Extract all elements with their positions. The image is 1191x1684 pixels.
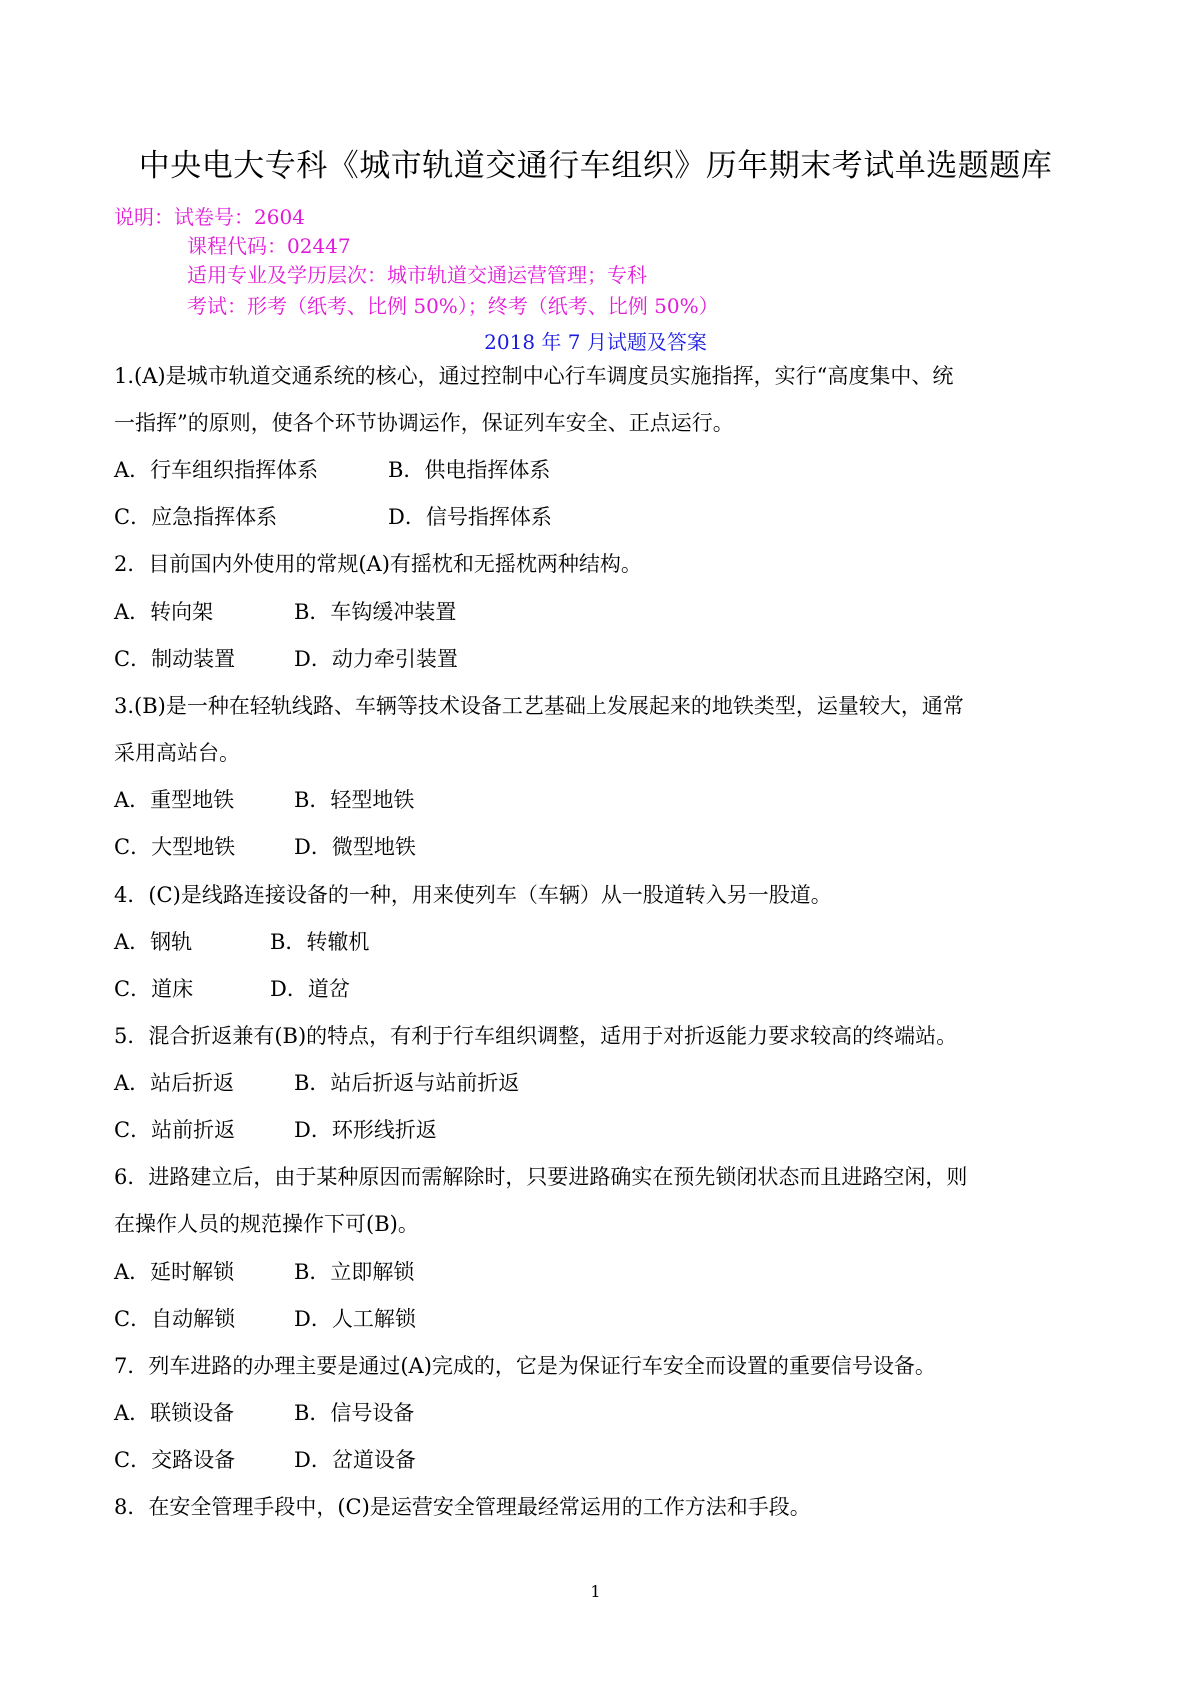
question-5-stem-line-1: 5．混合折返兼有(B)的特点，有利于行车组织调整，适用于对折返能力要求较高的终端站。 bbox=[114, 1024, 958, 1048]
question-3-stem-line-2: 采用高站台。 bbox=[114, 741, 240, 765]
question-6-option-b: B．立即解锁 bbox=[294, 1260, 415, 1284]
question-1-option-b: B．供电指挥体系 bbox=[388, 458, 551, 482]
question-7-option-a: A．联锁设备 bbox=[114, 1401, 235, 1425]
question-3-option-d: D．微型地铁 bbox=[294, 835, 416, 859]
note-exam: 考试：形考（纸考、比例 50%）；终考（纸考、比例 50%） bbox=[187, 294, 719, 318]
question-1-option-a: A．行车组织指挥体系 bbox=[114, 458, 319, 482]
note-paper-number: 说明：试卷号：2604 bbox=[114, 205, 305, 229]
question-2-option-a: A．转向架 bbox=[114, 600, 214, 624]
question-6-stem-line-2: 在操作人员的规范操作下可(B)。 bbox=[114, 1212, 419, 1236]
question-3-option-c: C．大型地铁 bbox=[114, 835, 236, 859]
question-8-stem-line-1: 8．在安全管理手段中，(C)是运营安全管理最经常运用的工作方法和手段。 bbox=[114, 1495, 811, 1519]
question-5-option-c: C．站前折返 bbox=[114, 1118, 236, 1142]
question-7-option-d: D．岔道设备 bbox=[294, 1448, 416, 1472]
question-7-option-b: B．信号设备 bbox=[294, 1401, 415, 1425]
document-title: 中央电大专科《城市轨道交通行车组织》历年期末考试单选题题库 bbox=[138, 148, 1053, 184]
question-2-option-b: B．车钩缓冲装置 bbox=[294, 600, 457, 624]
question-2-stem-line-1: 2．目前国内外使用的常规(A)有摇枕和无摇枕两种结构。 bbox=[114, 552, 642, 576]
note-course-code: 课程代码：02447 bbox=[187, 234, 351, 258]
question-1-option-d: D．信号指挥体系 bbox=[388, 505, 552, 529]
question-3-option-b: B．轻型地铁 bbox=[294, 788, 415, 812]
question-3-stem-line-1: 3.(B)是一种在轻轨线路、车辆等技术设备工艺基础上发展起来的地铁类型，运量较大，通常 bbox=[114, 694, 964, 718]
question-4-option-d: D．道岔 bbox=[270, 977, 350, 1001]
question-1-stem-line-1: 1.(A)是城市轨道交通系统的核心，通过控制中心行车调度员实施指挥，实行“高度集中、统 bbox=[114, 364, 954, 388]
question-3-option-a: A．重型地铁 bbox=[114, 788, 235, 812]
question-2-option-d: D．动力牵引装置 bbox=[294, 647, 458, 671]
question-5-option-a: A．站后折返 bbox=[114, 1071, 235, 1095]
question-4-stem-line-1: 4．(C)是线路连接设备的一种，用来使列车（车辆）从一股道转入另一股道。 bbox=[114, 883, 832, 907]
note-major: 适用专业及学历层次：城市轨道交通运营管理；专科 bbox=[187, 263, 647, 287]
question-6-option-d: D．人工解锁 bbox=[294, 1307, 416, 1331]
section-heading: 2018 年 7 月试题及答案 bbox=[484, 330, 707, 354]
question-1-option-c: C．应急指挥体系 bbox=[114, 505, 278, 529]
page-number: 1 bbox=[590, 1582, 601, 1601]
question-6-option-c: C．自动解锁 bbox=[114, 1307, 236, 1331]
question-1-stem-line-2: 一指挥”的原则，使各个环节协调运作，保证列车安全、正点运行。 bbox=[114, 411, 734, 435]
question-4-option-c: C．道床 bbox=[114, 977, 194, 1001]
question-7-option-c: C．交路设备 bbox=[114, 1448, 236, 1472]
question-5-option-d: D．环形线折返 bbox=[294, 1118, 437, 1142]
question-2-option-c: C．制动装置 bbox=[114, 647, 236, 671]
question-4-option-b: B．转辙机 bbox=[270, 930, 370, 954]
question-4-option-a: A．钢轨 bbox=[114, 930, 193, 954]
question-7-stem-line-1: 7．列车进路的办理主要是通过(A)完成的，它是为保证行车安全而设置的重要信号设备。 bbox=[114, 1354, 936, 1378]
question-6-stem-line-1: 6．进路建立后，由于某种原因而需解除时，只要进路确实在预先锁闭状态而且进路空闲，则 bbox=[114, 1165, 968, 1189]
question-5-option-b: B．站后折返与站前折返 bbox=[294, 1071, 520, 1095]
question-6-option-a: A．延时解锁 bbox=[114, 1260, 235, 1284]
